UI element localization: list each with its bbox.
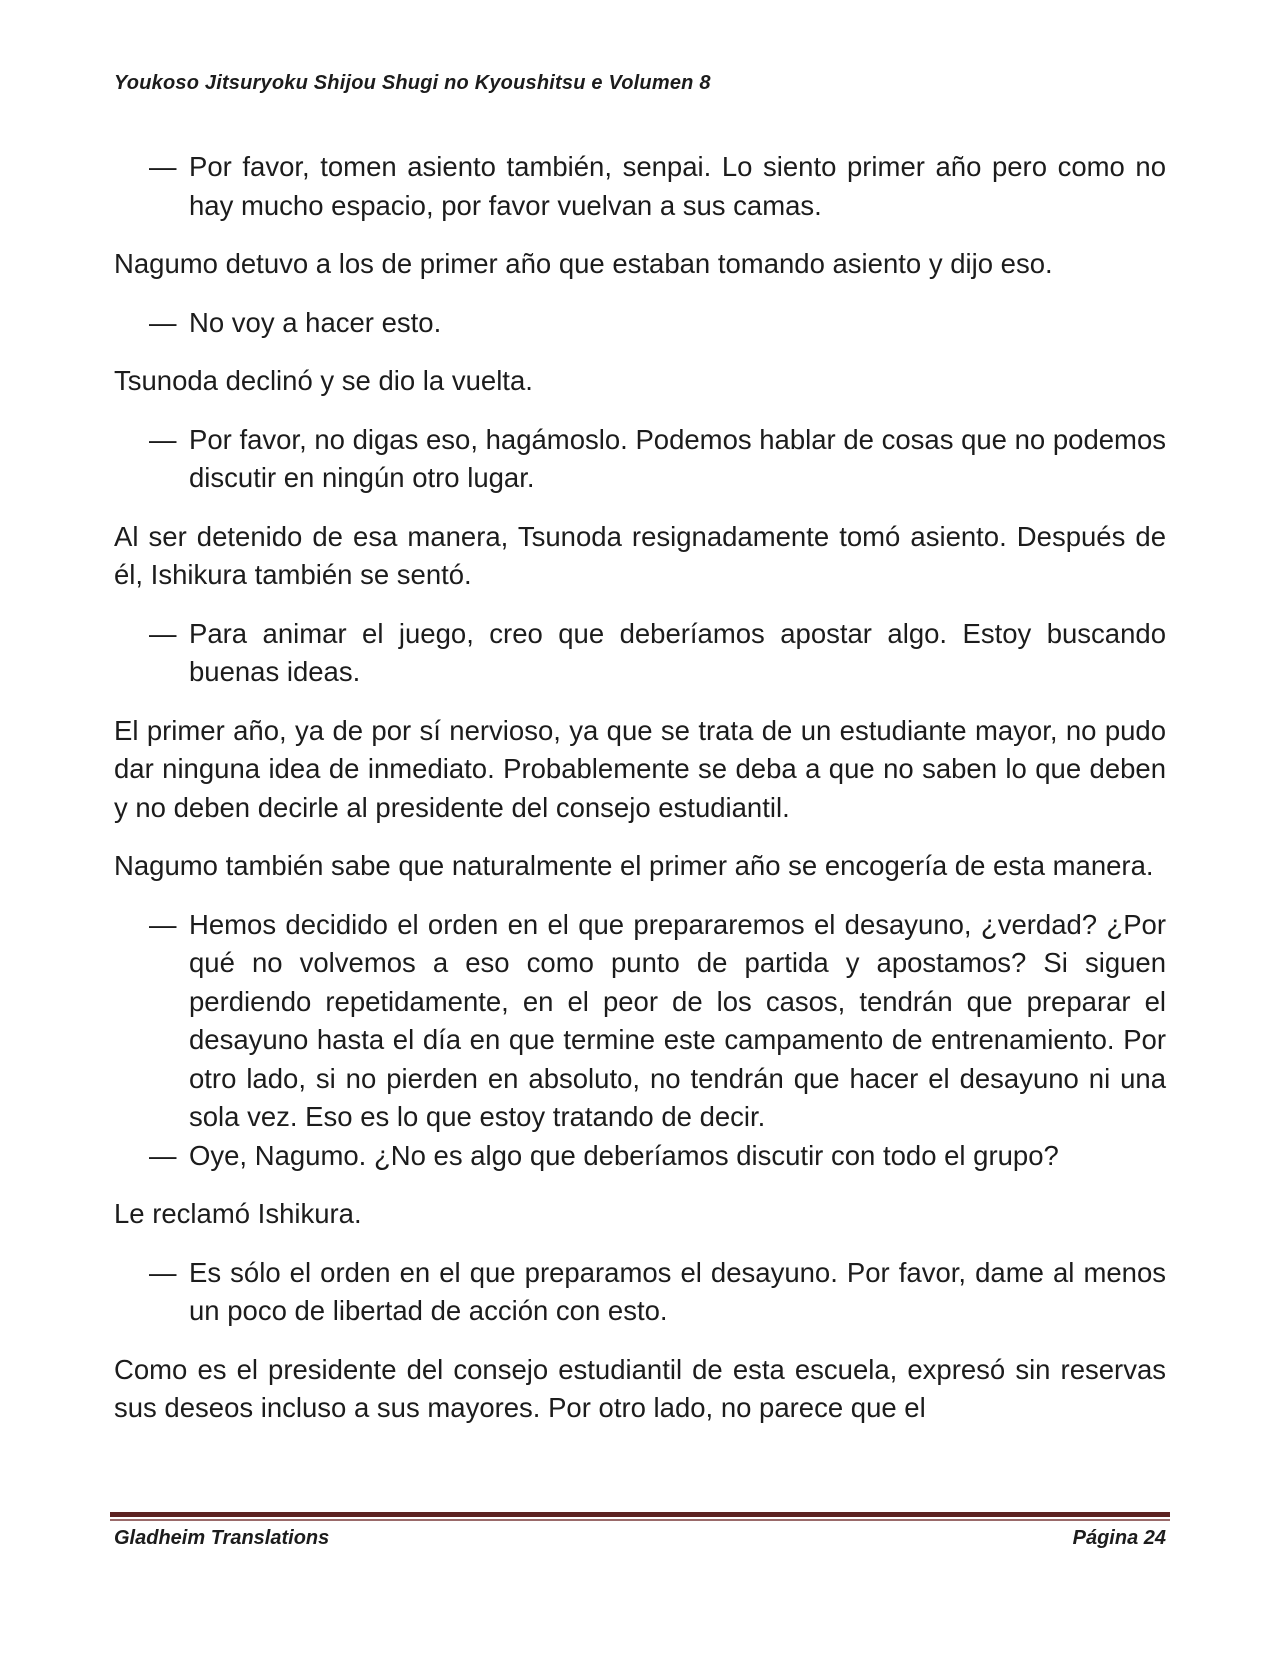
dialogue-line	[114, 1254, 1166, 1331]
narration-paragraph: Nagumo detuvo a los de primer año que estaban tomando asiento y dijo eso.	[114, 248, 1053, 279]
page-number: Página 24	[1072, 1527, 1166, 1549]
narration-paragraph: Como es el presidente del consejo estudiantil de esta escuela, expresó sin reservas sus deseos incluso a sus mayores. Por otro lado, no parece que el	[114, 1353, 1166, 1423]
dialogue-line	[114, 148, 1166, 225]
footer-translator: Gladheim Translations	[114, 1527, 330, 1549]
dialogue-line	[114, 906, 1166, 1137]
footer-divider	[110, 1512, 1170, 1517]
dialogue-dash: —	[149, 617, 177, 649]
narration-paragraph: Le reclamó Ishikura.	[114, 1198, 362, 1229]
dialogue-dash: —	[149, 908, 177, 940]
page-body	[114, 148, 1166, 1448]
dialogue-text: No voy a hacer esto.	[189, 306, 442, 338]
narration-paragraph: El primer año, ya de por sí nervioso, ya que se trata de un estudiante mayor, no pudo dar ninguna idea de inmediato. Probablemente se deba a que no saben lo que deben y no deben decirle al presidente del consejo estudiantil.	[114, 714, 1166, 823]
dialogue-dash: —	[149, 151, 177, 182]
dialogue-text: Por favor, tomen asiento también, senpai. Lo siento primer año pero como no hay mucho espacio, por favor vuelvan a sus camas.	[189, 151, 1166, 221]
page-header-title: Youkoso Jitsuryoku Shijou Shugi no Kyoushitsu e Volumen 8	[114, 72, 711, 94]
dialogue-text: Oye, Nagumo. ¿No es algo que deberíamos discutir con todo el grupo?	[189, 1139, 1059, 1171]
dialogue-dash: —	[149, 1139, 177, 1171]
dialogue-dash: —	[149, 1256, 177, 1288]
narration-paragraph: Al ser detenido de esa manera, Tsunoda resignadamente tomó asiento. Después de él, Ishikura también se sentó.	[114, 520, 1166, 590]
dialogue-line	[114, 421, 1166, 498]
dialogue-line	[114, 615, 1166, 692]
narration-paragraph: Nagumo también sabe que naturalmente el primer año se encogería de esta manera.	[114, 850, 1154, 881]
dialogue-text: Hemos decidido el orden en el que prepararemos el desayuno, ¿verdad? ¿Por qué no volvemos a eso como punto de partida y apostamos? Si siguen perdiendo repetidamente, en el peor de los casos, tendrán que preparar el desayuno hasta el día en que termine este campamento de entrenamiento. Por otro lado, si no pierden en absoluto, no tendrán que hacer el desayuno ni una sola vez. Eso es lo que estoy tratando de decir.	[189, 908, 1166, 1132]
dialogue-text: Por favor, no digas eso, hagámoslo. Podemos hablar de cosas que no podemos discutir en ningún otro lugar.	[189, 423, 1166, 493]
dialogue-dash: —	[149, 306, 177, 338]
dialogue-dash: —	[149, 423, 177, 455]
dialogue-text: Es sólo el orden en el que preparamos el desayuno. Por favor, dame al menos un poco de libertad de acción con esto.	[189, 1256, 1166, 1326]
dialogue-line	[114, 1137, 1166, 1176]
dialogue-text: Para animar el juego, creo que deberíamos apostar algo. Estoy buscando buenas ideas.	[189, 617, 1166, 687]
footer-divider-thin	[110, 1519, 1170, 1521]
dialogue-line	[114, 304, 1166, 343]
narration-paragraph: Tsunoda declinó y se dio la vuelta.	[114, 365, 533, 396]
